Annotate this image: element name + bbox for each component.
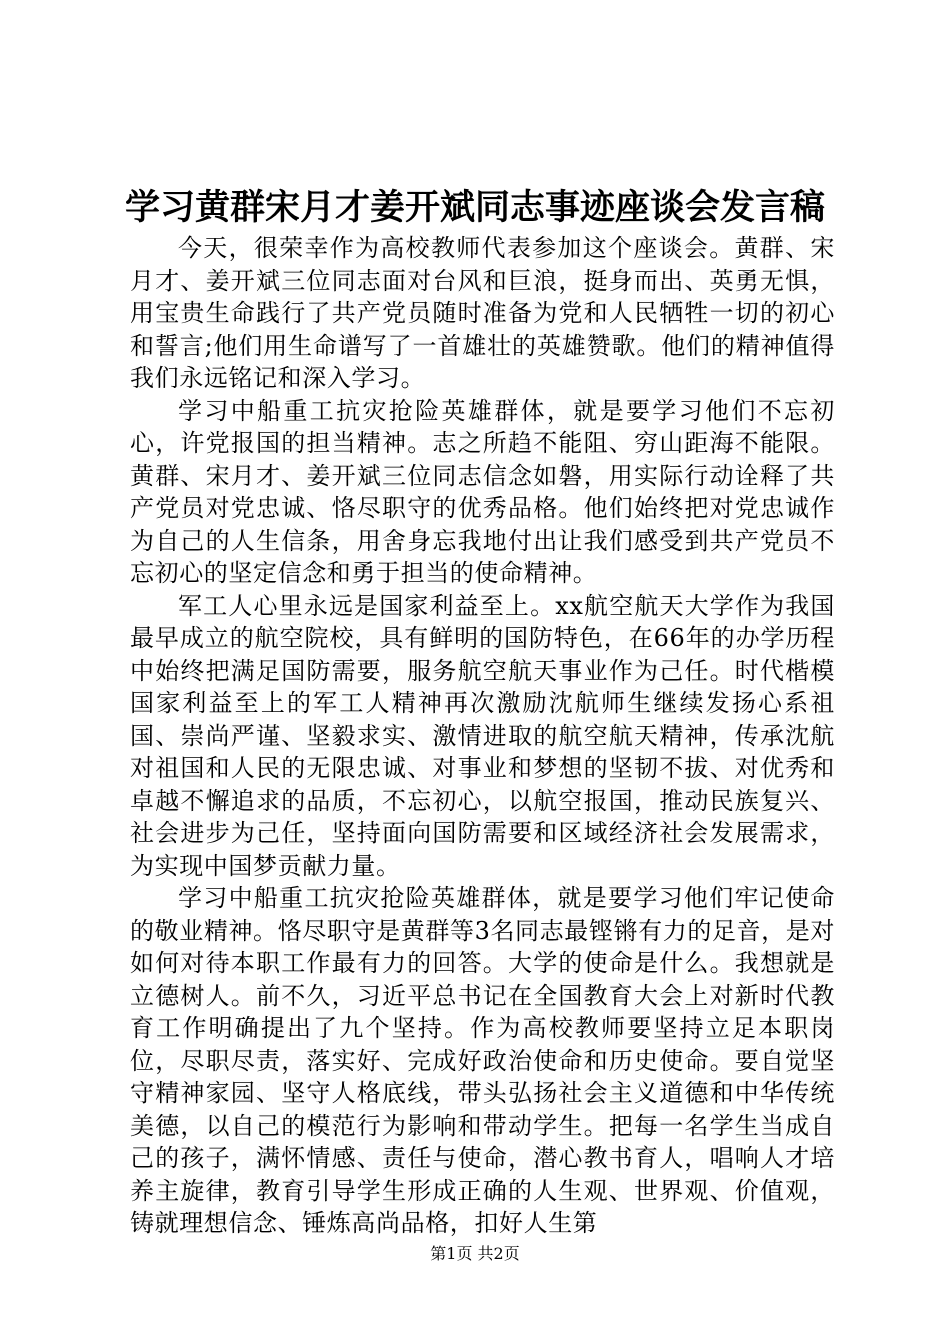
paragraph-3: 军工人心里永远是国家利益至上。xx航空航天大学作为我国最早成立的航空院校，具有鲜明的国防特色，在66年的办学历程中始终把满足国防需要，服务航空航天事业作为己任。时代楷模国家利益至上的军工人精神再次激励沈航师生继续发扬心系祖国、崇尚严谨、坚毅求实、激情进取的航空航天精神，传承沈航对祖国和人民的无限忠诚、对事业和梦想的坚韧不拔、对优秀和卓越不懈追求的品质，不忘初心，以航空报国，推动民族复兴、社会进步为己任，坚持面向国防需要和区域经济社会发展需求，为实现中国梦贡献力量。: [130, 591, 835, 880]
page-footer: 第1页 共2页: [430, 1244, 520, 1263]
document-body: [130, 232, 835, 1240]
paragraph-1: 今天，很荣幸作为高校教师代表参加这个座谈会。黄群、宋月才、姜开斌三位同志面对台风和巨浪，挺身而出、英勇无惧，用宝贵生命践行了共产党员随时准备为党和人民牺牲一切的初心和誓言;他们用生命谱写了一首雄壮的英雄赞歌。他们的精神值得我们永远铭记和深入学习。: [130, 234, 835, 392]
paragraph-2: 学习中船重工抗灾抢险英雄群体，就是要学习他们不忘初心，许党报国的担当精神。志之所趋不能阻、穷山距海不能限。黄群、宋月才、姜开斌三位同志信念如磐，用实际行动诠释了共产党员对党忠诚、恪尽职守的优秀品格。他们始终把对党忠诚作为自己的人生信条，用舍身忘我地付出让我们感受到共产党员不忘初心的坚定信念和勇于担当的使命精神。: [130, 396, 835, 587]
paragraph-4: 学习中船重工抗灾抢险英雄群体，就是要学习他们牢记使命的敬业精神。恪尽职守是黄群等3名同志最铿锵有力的足音，是对如何对待本职工作最有力的回答。大学的使命是什么。我想就是立德树人。前不久，习近平总书记在全国教育大会上对新时代教育工作明确提出了九个坚持。作为高校教师要坚持立足本职岗位，尽职尽责，落实好、完成好政治使命和历史使命。要自觉坚守精神家园、坚守人格底线，带头弘扬社会主义道德和中华传统美德，以自己的模范行为影响和带动学生。把每一名学生当成自己的孩子，满怀情感、责任与使命，潜心教书育人，唱响人才培养主旋律，教育引导学生形成正确的人生观、世界观、价值观，铸就理想信念、锤炼高尚品格，扣好人生第: [130, 884, 835, 1237]
document-title: 学习黄群宋月才姜开斌同志事迹座谈会发言稿: [124, 187, 825, 228]
